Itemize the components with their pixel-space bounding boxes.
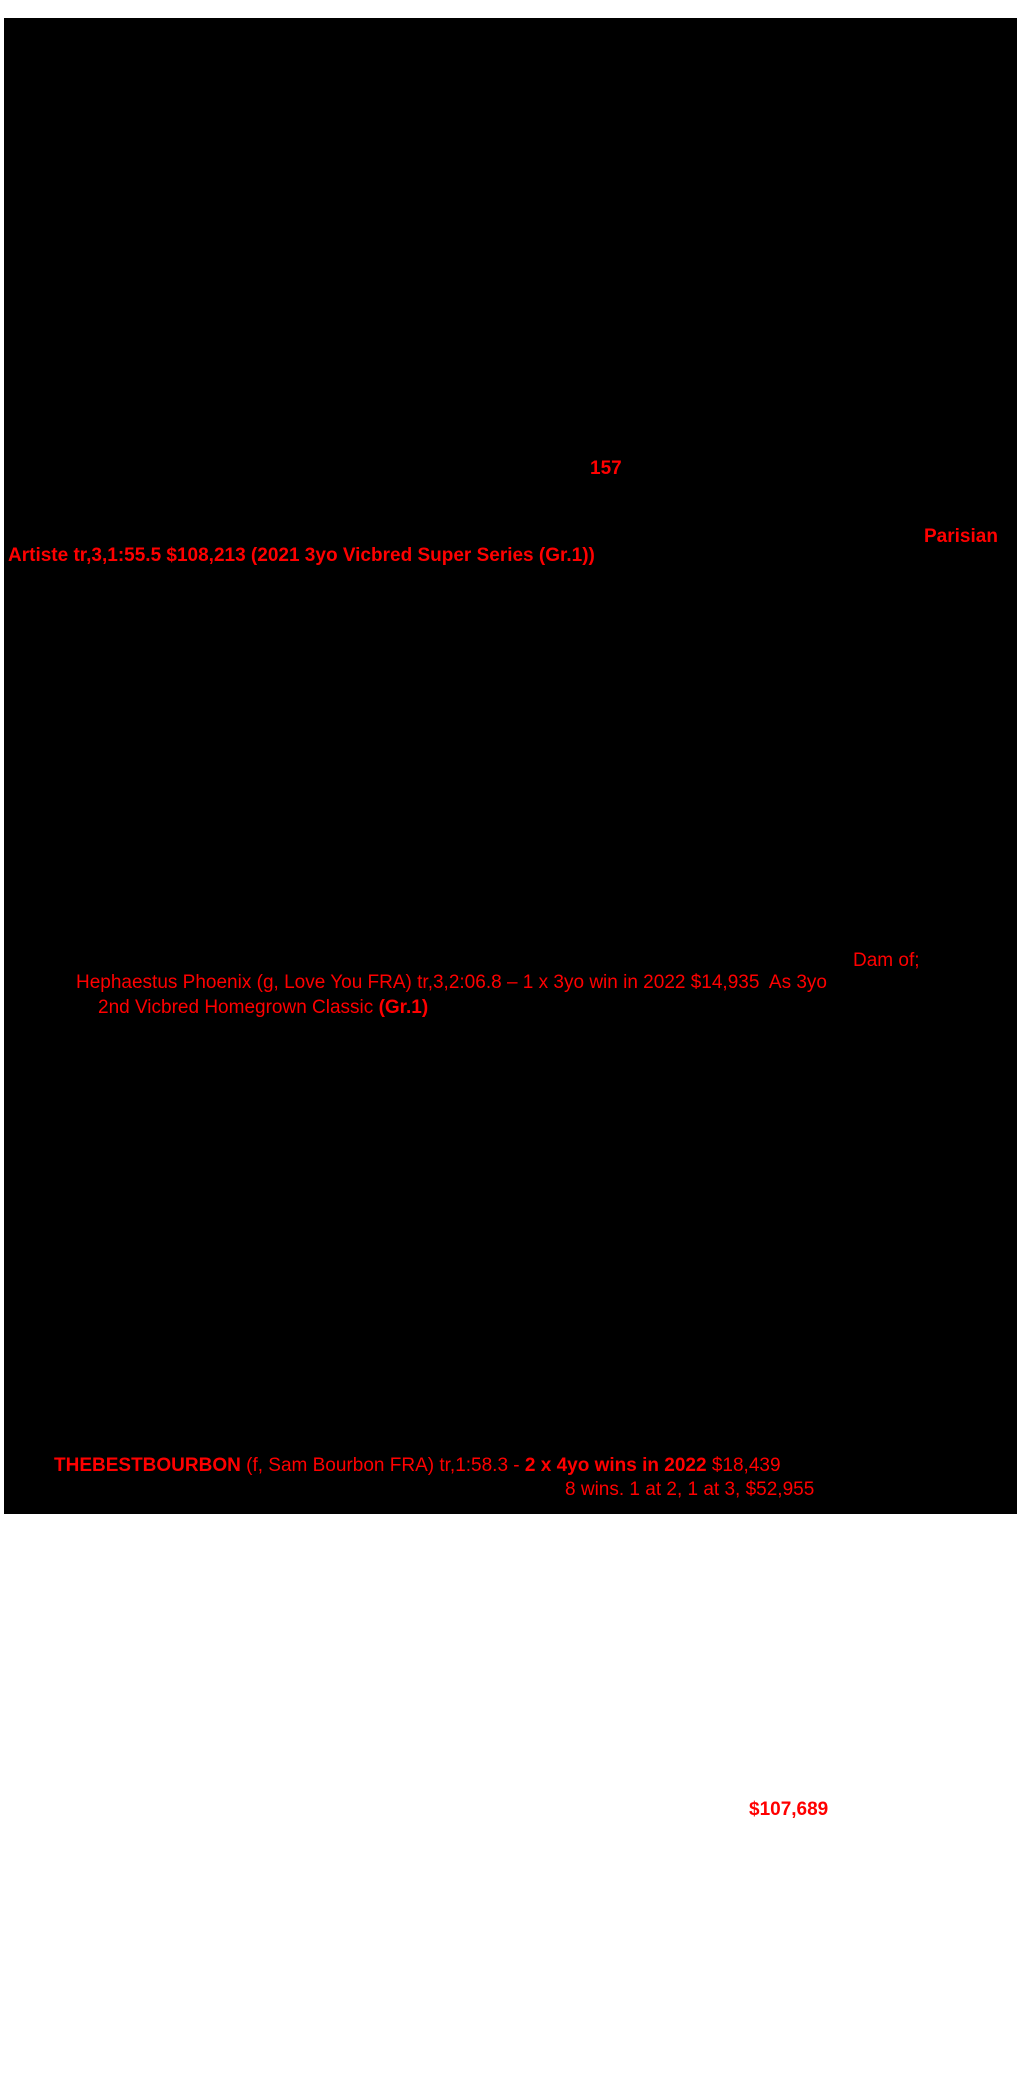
sire-fragment-text: Parisian (924, 526, 998, 547)
wins-summary-line: 8 wins. 1 at 2, 1 at 3, $52,955 (565, 1479, 815, 1500)
artiste-performance-line: Artiste tr,3,1:55.5 $108,213 (2021 3yo Vicbred Super Series (Gr.1)) (8, 545, 595, 566)
total-earnings-text: $107,689 (749, 1799, 829, 1820)
hephaestus-phoenix-line: Hephaestus Phoenix (g, Love You FRA) tr,3,2:06.8 – 1 x 3yo win in 2022 $14,935 As 3yo (76, 972, 828, 993)
thebestbourbon-detail: (f, Sam Bourbon FRA) tr,1:58.3 - (240, 1455, 525, 1476)
dam-of-label: Dam of; (853, 950, 920, 971)
thebestbourbon-line (54, 1455, 781, 1477)
stake-number-text: 157 (590, 458, 622, 479)
thebestbourbon-wins: 2 x 4yo wins in 2022 (524, 1455, 707, 1476)
hephaestus-grade-badge: (Gr.1) (378, 997, 429, 1018)
hephaestus-placing-text: 2nd Vicbred Homegrown Classic (98, 997, 379, 1018)
thebestbourbon-earnings: $18,439 (706, 1455, 781, 1476)
hephaestus-placing-line (98, 997, 428, 1019)
thebestbourbon-name: THEBESTBOURBON (54, 1455, 241, 1476)
black-content-panel (4, 18, 1017, 1820)
